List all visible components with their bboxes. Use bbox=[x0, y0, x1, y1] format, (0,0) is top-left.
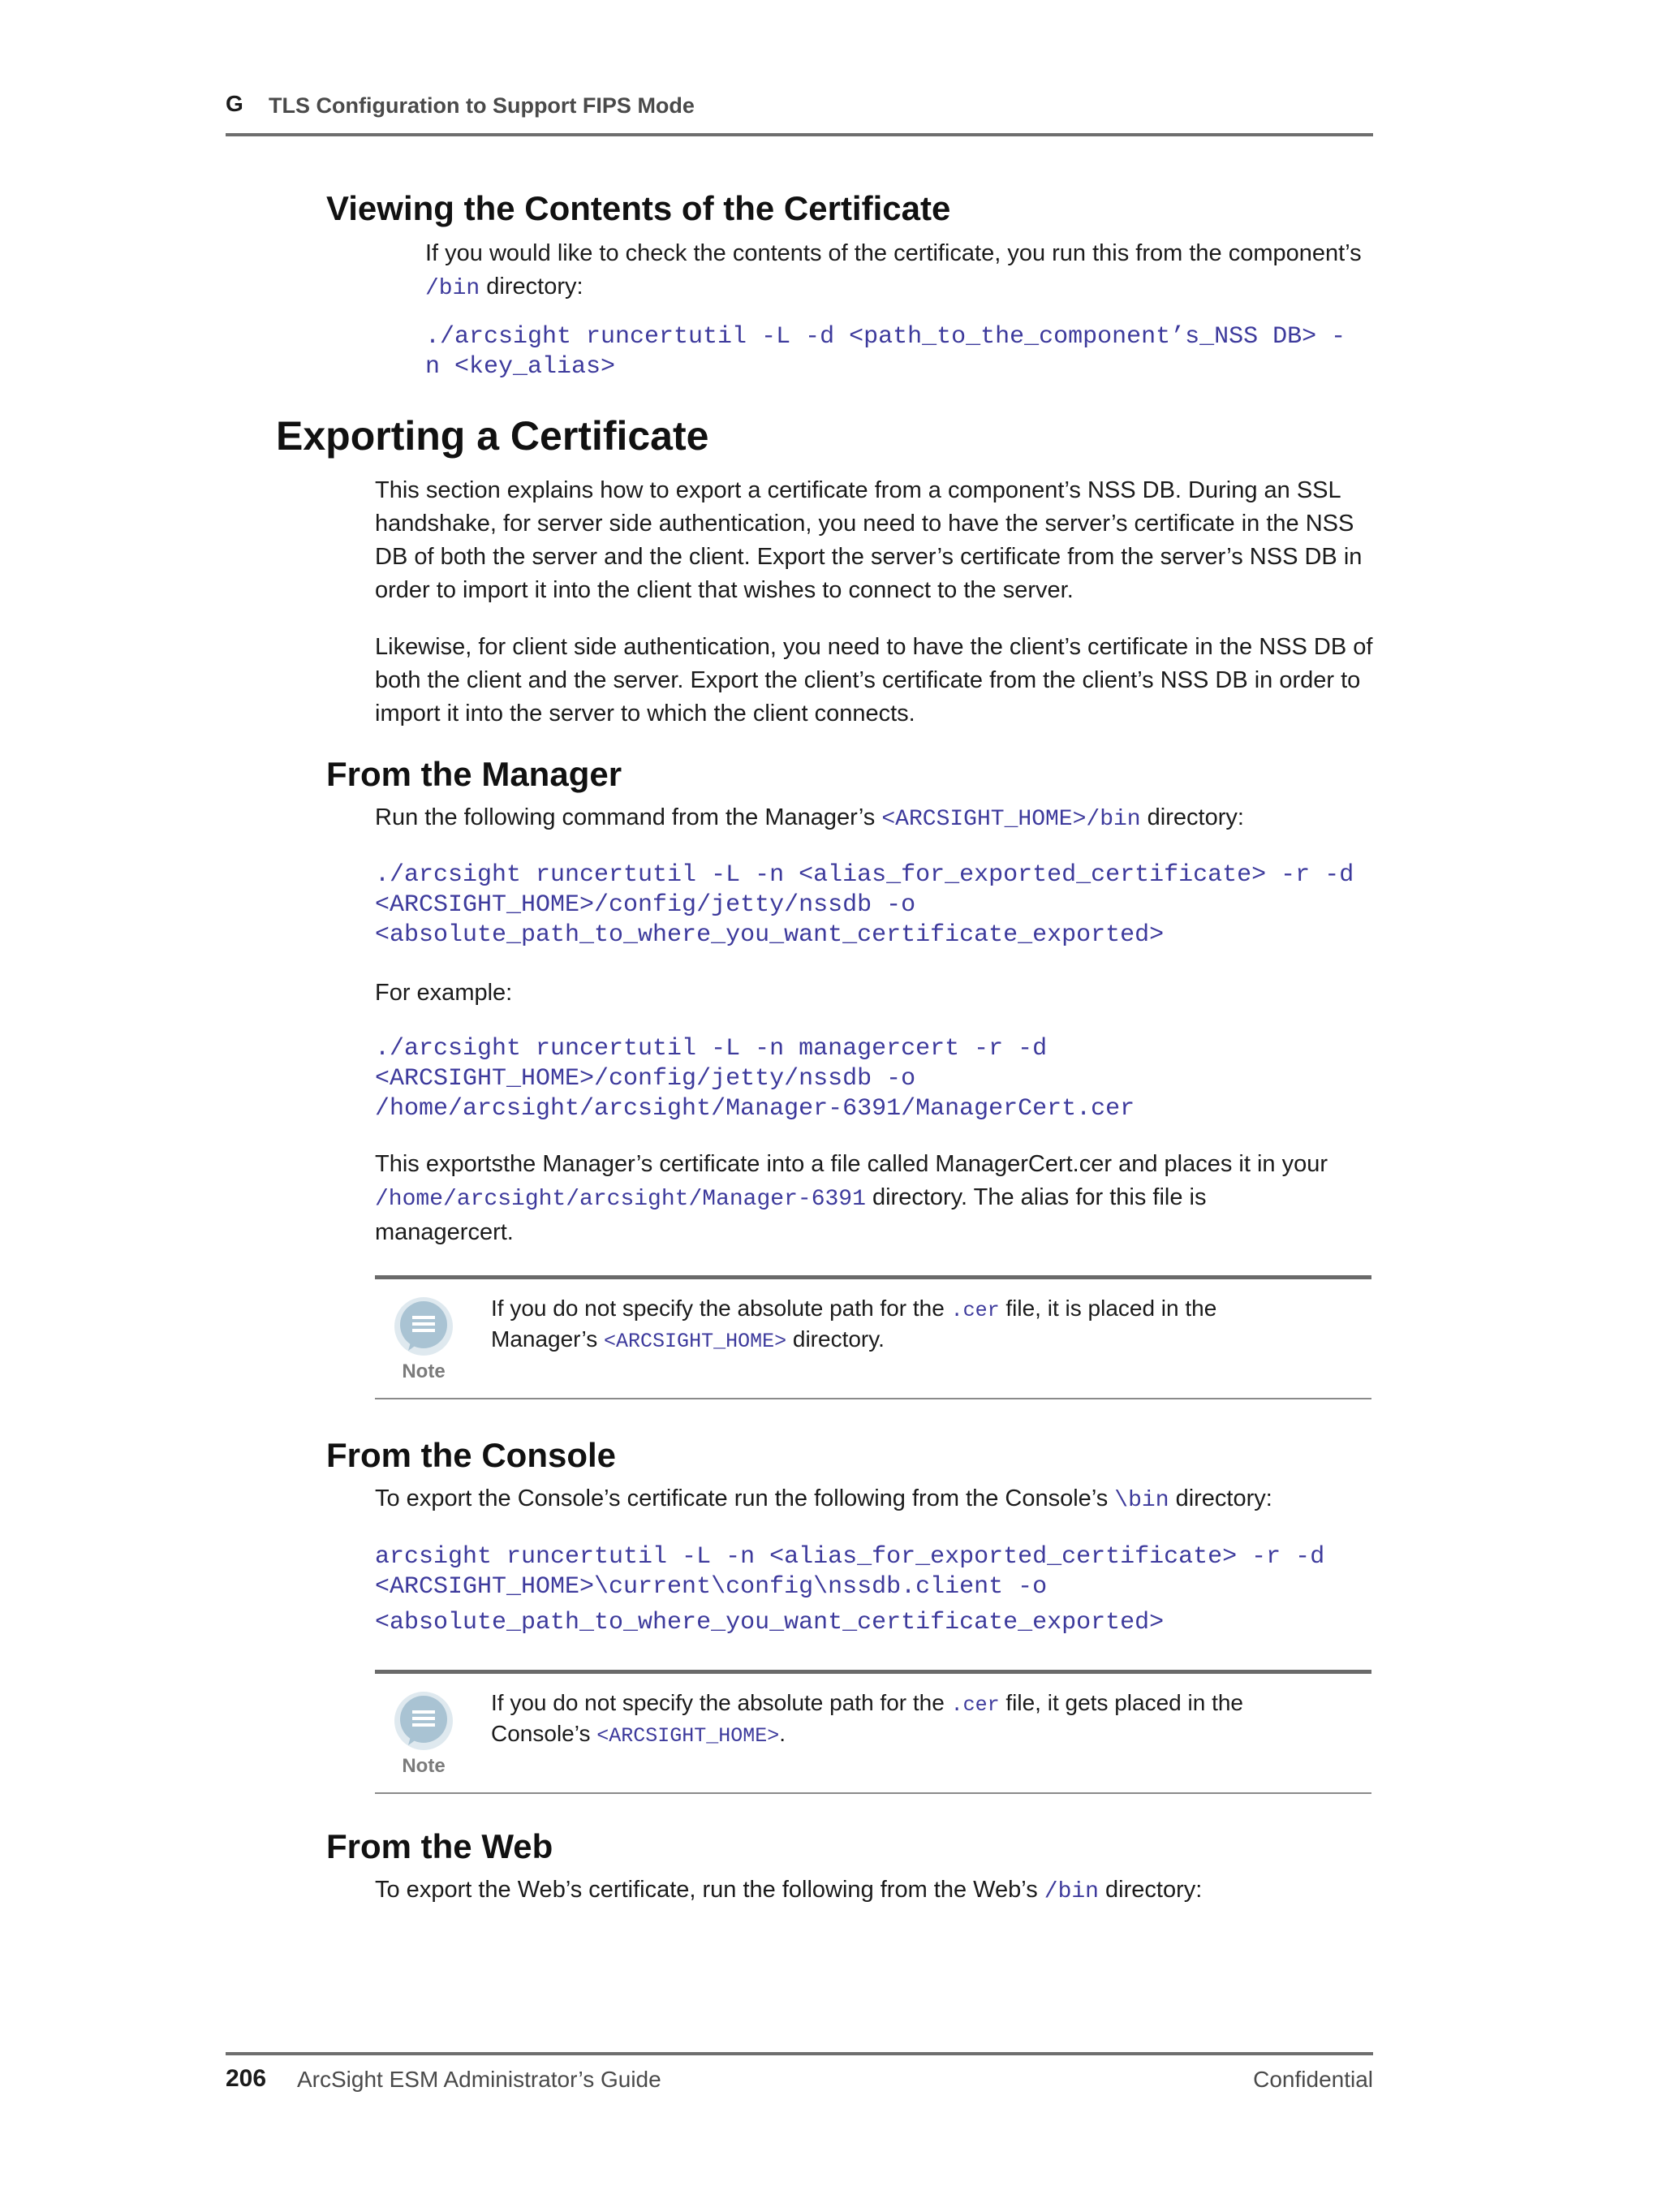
book-title: ArcSight ESM Administrator’s Guide bbox=[297, 2067, 661, 2092]
note-icon-label: Note bbox=[402, 1755, 446, 1777]
running-header bbox=[226, 91, 1373, 136]
viewing-command: ./arcsight runcertutil -L -d <path_to_the_component’s_NSS DB> - n <key_alias> bbox=[425, 323, 1346, 381]
page-number: 206 bbox=[226, 2065, 267, 2092]
heading-viewing-contents: Viewing the Contents of the Certificate bbox=[326, 189, 951, 227]
console-command: arcsight runcertutil -L -n <alias_for_exported_certificate> -r -d <ARCSIGHT_HOME>\current\config\nssdb.client -o <absolute_path_to_where_you_want_certificate_exported> bbox=[375, 1543, 1325, 1636]
classification-label: Confidential bbox=[1253, 2067, 1373, 2092]
note-text-console: If you do not specify the absolute path for the .cer file, it gets placed in the Console’s <ARCSIGHT_HOME>. bbox=[491, 1690, 1244, 1748]
console-intro: To export the Console’s certificate run the following from the Console’s \bin directory: bbox=[375, 1485, 1272, 1513]
exporting-para-2: Likewise, for client side authentication, you need to have the client’s certificate in the NSS DB of both the client and the server. Export the client’s certificate from the client’s NSS DB in order to import it into the server to which the client connects. bbox=[375, 634, 1373, 727]
heading-exporting-certificate: Exporting a Certificate bbox=[276, 413, 709, 459]
web-intro: To export the Web’s certificate, run the following from the Web’s /bin directory: bbox=[375, 1877, 1203, 1904]
console-bin-path-code: \bin bbox=[1114, 1488, 1169, 1513]
manager-command: ./arcsight runcertutil -L -n <alias_for_exported_certificate> -r -d <ARCSIGHT_HOME>/config/jetty/nssdb -o <absolute_path_to_where_you_want_certificate_exported> bbox=[375, 861, 1354, 949]
manager-example-command: ./arcsight runcertutil -L -n managercert -r -d <ARCSIGHT_HOME>/config/jetty/nssdb -o /home/arcsight/arcsight/Manager-6391/ManagerCert.cer bbox=[375, 1035, 1135, 1123]
chapter-title: TLS Configuration to Support FIPS Mode bbox=[269, 93, 695, 118]
viewing-intro: If you would like to check the contents of the certificate, you run this from the component’s /bin directory: bbox=[425, 240, 1362, 301]
web-bin-path-code: /bin bbox=[1044, 1879, 1099, 1904]
for-example-label: For example: bbox=[375, 980, 513, 1006]
page-footer bbox=[226, 2052, 1373, 2092]
note-box-console bbox=[375, 1670, 1371, 1794]
note-box-manager bbox=[375, 1275, 1371, 1399]
manager-bin-path-code: <ARCSIGHT_HOME>/bin bbox=[881, 807, 1141, 832]
manager-result-para: This exportsthe Manager’s certificate into a file called ManagerCert.cer and places it in your /home/arcsight/arcsight/Manager-6391 directory. The alias for this file is managercert. bbox=[375, 1151, 1328, 1245]
manager-intro: Run the following command from the Manager’s <ARCSIGHT_HOME>/bin directory: bbox=[375, 804, 1244, 832]
note-icon-label: Note bbox=[402, 1360, 446, 1382]
heading-from-manager: From the Manager bbox=[326, 755, 622, 793]
chapter-letter: G bbox=[226, 91, 243, 116]
exporting-para-1: This section explains how to export a certificate from a component’s NSS DB. During an SSL handshake, for server side authentication, you need to have the server’s certificate in the NSS DB of both the server and the client. Export the server’s certificate from the server’s NSS DB in order to import it into the client that wishes to connect to the server. bbox=[375, 477, 1363, 603]
note-text-manager: If you do not specify the absolute path for the .cer file, it is placed in the Manager’s <ARCSIGHT_HOME> directory. bbox=[491, 1296, 1217, 1353]
bin-path-code: /bin bbox=[425, 276, 480, 301]
manager-home-path-code: /home/arcsight/arcsight/Manager-6391 bbox=[375, 1187, 866, 1212]
heading-from-web: From the Web bbox=[326, 1827, 553, 1865]
heading-from-console: From the Console bbox=[326, 1436, 617, 1474]
